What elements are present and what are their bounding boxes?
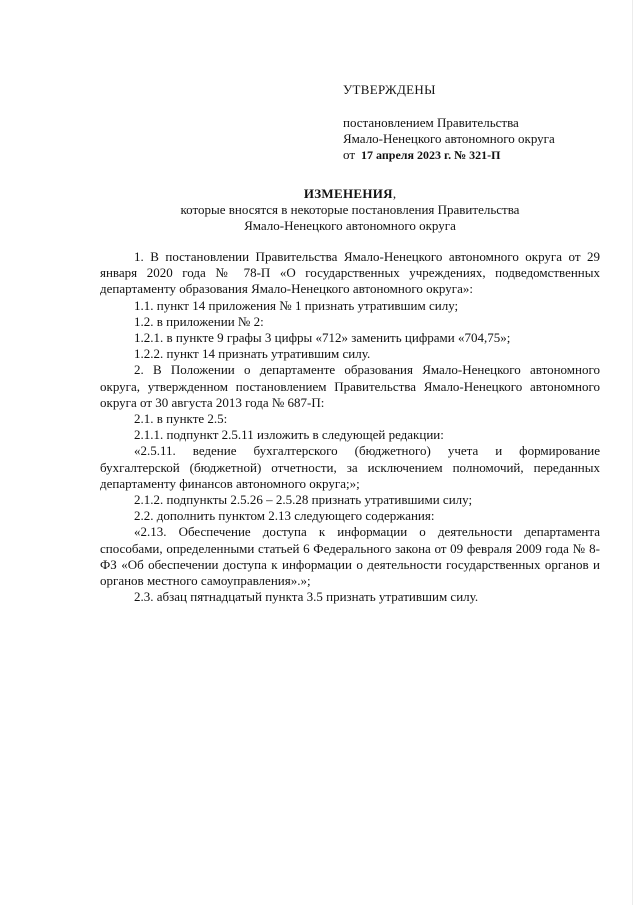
title-heading: ИЗМЕНЕНИЯ (303, 186, 393, 201)
paragraph: 1.2. в приложении № 2: (134, 313, 264, 329)
approval-date-prefix: от (343, 147, 356, 162)
approval-date-value: 17 апреля 2023 г. № 321-П (361, 148, 501, 162)
title-subtitle-line-1: которые вносятся в некоторые постановления Правительства (180, 202, 520, 217)
paragraph: 1.1. пункт 14 приложения № 1 признать утратившим силу; (134, 297, 459, 313)
paragraph: 1.2.1. в пункте 9 графы 3 цифры «712» заменить цифрами «704,75»; (134, 330, 511, 346)
approval-heading: УТВЕРЖДЕНЫ (343, 82, 436, 97)
title-heading-line (100, 186, 600, 202)
approval-date-line (343, 147, 613, 163)
approval-line-2: Ямало-Ненецкого автономного округа (343, 131, 555, 146)
title-heading-comma: , (392, 186, 397, 201)
paragraph: «2.5.11. ведение бухгалтерского (бюджетного) учета и формирование бухгалтерской (бюджетной) отчетности, за исключением полномочий, переданных департаменту финансов автономного округа;»; (100, 443, 600, 491)
document-body (100, 249, 600, 605)
paragraph: 2.2. дополнить пунктом 2.13 следующего содержания: (134, 508, 435, 524)
paragraph: 2. В Положении о департаменте образования Ямало-Ненецкого автономного округа, утвержденном постановлением Правительства Ямало-Ненецкого автономного округа от 30 августа 2013 года № 687-П: (100, 362, 600, 410)
paragraph: 2.1.2. подпункты 2.5.26 – 2.5.28 признать утратившими силу; (134, 492, 473, 508)
approval-stamp (343, 82, 613, 163)
title-subtitle-line-2: Ямало-Ненецкого автономного округа (244, 218, 456, 233)
scan-edge-line (632, 0, 633, 905)
paragraph: 2.1. в пункте 2.5: (134, 411, 228, 427)
approval-line-1: постановлением Правительства (343, 115, 519, 130)
paragraph: 2.1.1. подпункт 2.5.11 изложить в следующей редакции: (134, 427, 444, 443)
paragraph: 1. В постановлении Правительства Ямало-Ненецкого автономного округа от 29 января 2020 года № 78-П «О государственных учреждениях, подведомственных департаменту образования Ямало-Ненецкого автономного округа»: (100, 249, 600, 297)
paragraph: «2.13. Обеспечение доступа к информации о деятельности департамента способами, определенными статьей 6 Федерального закона от 09 февраля 2009 года № 8-ФЗ «Об обеспечении доступа к информации о деятельности государственных органов и органов местного самоуправления».»; (100, 524, 600, 589)
paragraph: 1.2.2. пункт 14 признать утратившим силу. (134, 346, 371, 362)
paragraph: 2.3. абзац пятнадцатый пункта 3.5 признать утратившим силу. (134, 589, 479, 605)
document-title (100, 186, 600, 234)
